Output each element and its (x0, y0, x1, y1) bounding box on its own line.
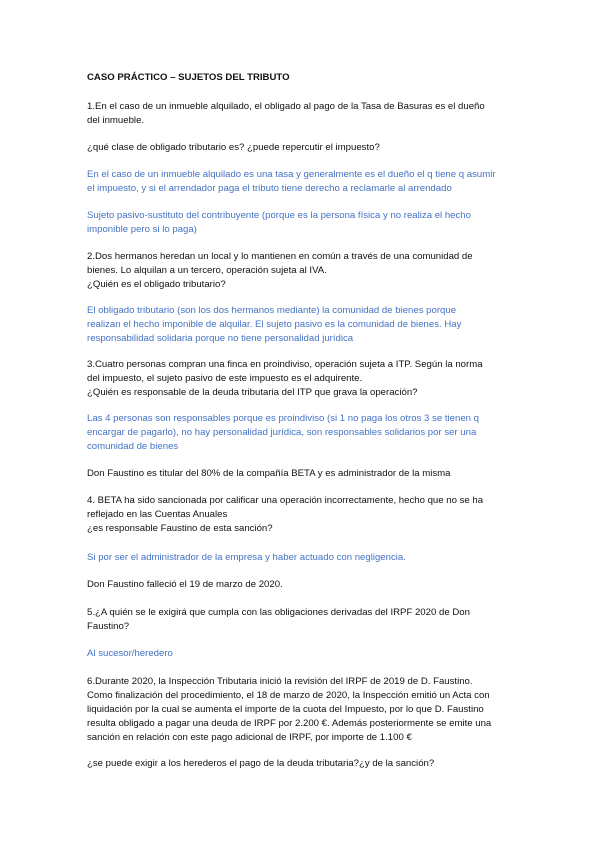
answer-2-line: responsabilidad solidaria porque no tiene personalidad jurídica (87, 333, 354, 344)
question-6-line: Como finalización del procedimiento, el 18 de marzo de 2020, la Inspección emitió un Acta con (87, 690, 490, 701)
answer-1b (87, 209, 517, 237)
question-3 (87, 358, 517, 400)
answer-3 (87, 412, 517, 454)
answer-5: Al sucesor/heredero (87, 648, 173, 659)
question-1 (87, 100, 517, 128)
answer-1a-line: el impuesto, y si el arrendador paga el tributo tiene derecho a reclamarle al arrendado (87, 183, 452, 194)
question-4-line: reflejado en las Cuentas Anuales (87, 509, 228, 520)
answer-3-line: Las 4 personas son responsables porque es proindiviso (si 1 no paga los otros 3 se tienen q (87, 413, 479, 424)
question-6-line: resulta obligado a pagar una deuda de IRPF por 2.200 €. Además posteriormente se emite una (87, 718, 492, 729)
question-1-sub: ¿qué clase de obligado tributario es? ¿puede repercutir el impuesto? (87, 142, 380, 153)
answer-1a-line: En el caso de un inmueble alquilado es una tasa y generalmente es el dueño el q tiene q asumir (87, 169, 496, 180)
answer-3-line: encargar de pagarlo), no hay personalidad jurídica, son responsables solidarios por ser una (87, 427, 477, 438)
question-5-line: Faustino? (87, 621, 130, 632)
question-4-line: ¿es responsable Faustino de esta sanción? (87, 523, 273, 534)
question-1-line: del inmueble. (87, 115, 145, 126)
answer-4: Si por ser el administrador de la empresa y haber actuado con negligencia. (87, 552, 406, 563)
question-5-line: 5.¿A quién se le exigirá que cumpla con las obligaciones derivadas del IRPF 2020 de Don (87, 607, 470, 618)
question-2 (87, 250, 517, 292)
answer-2-line: El obligado tributario (son los dos hermanos mediante) la comunidad de bienes porque (87, 305, 457, 316)
document-title: CASO PRÁCTICO – SUJETOS DEL TRIBUTO (87, 72, 290, 83)
question-3-line: 3.Cuatro personas compran una finca en proindiviso, operación sujeta a ITP. Según la norma (87, 359, 483, 370)
question-2-line: ¿Quién es el obligado tributario? (87, 279, 226, 290)
question-2-line: bienes. Lo alquilan a un tercero, operación sujeta al IVA. (87, 265, 327, 276)
question-6-line: liquidación por la cual se aumenta el importe de la cuota del Impuesto, por lo que D. Faustino (87, 704, 484, 715)
answer-1b-line: Sujeto pasivo-sustituto del contribuyente (porque es la persona física y no realiza el hecho (87, 210, 471, 221)
context-1: Don Faustino es titular del 80% de la compañía BETA y es administrador de la misma (87, 468, 451, 479)
question-5 (87, 606, 517, 634)
question-6-line: sanción en relación con este pago adicional de IRPF, por importe de 1.100 € (87, 732, 412, 743)
question-3-line: ¿Quién es responsable de la deuda tributaria del ITP que grava la operación? (87, 387, 418, 398)
answer-3-line: comunidad de bienes (87, 441, 179, 452)
question-6-sub: ¿se puede exigir a los herederos el pago de la deuda tributaria?¿y de la sanción? (87, 758, 435, 769)
question-2-line: 2.Dos hermanos heredan un local y lo mantienen en común a través de una comunidad de (87, 251, 473, 262)
answer-1b-line: imponible pero si lo paga) (87, 224, 197, 235)
question-4-line: 4. BETA ha sido sancionada por calificar una operación incorrectamente, hecho que no se ha (87, 495, 484, 506)
question-6-line: 6.Durante 2020, la Inspección Tributaria inició la revisión del IRPF de 2019 de D. Faustino. (87, 676, 473, 687)
question-1-line: 1.En el caso de un inmueble alquilado, el obligado al pago de la Tasa de Basuras es el dueño (87, 101, 485, 112)
answer-2-line: realizan el hecho imponible de alquilar. El sujeto pasivo es la comunidad de bienes. Hay (87, 319, 462, 330)
answer-1a (87, 168, 517, 196)
answer-2 (87, 304, 517, 346)
question-3-line: del impuesto, el sujeto pasivo de este impuesto es el adquirente. (87, 373, 363, 384)
question-6 (87, 675, 517, 745)
question-4 (87, 494, 517, 536)
context-2: Don Faustino falleció el 19 de marzo de 2020. (87, 579, 283, 590)
